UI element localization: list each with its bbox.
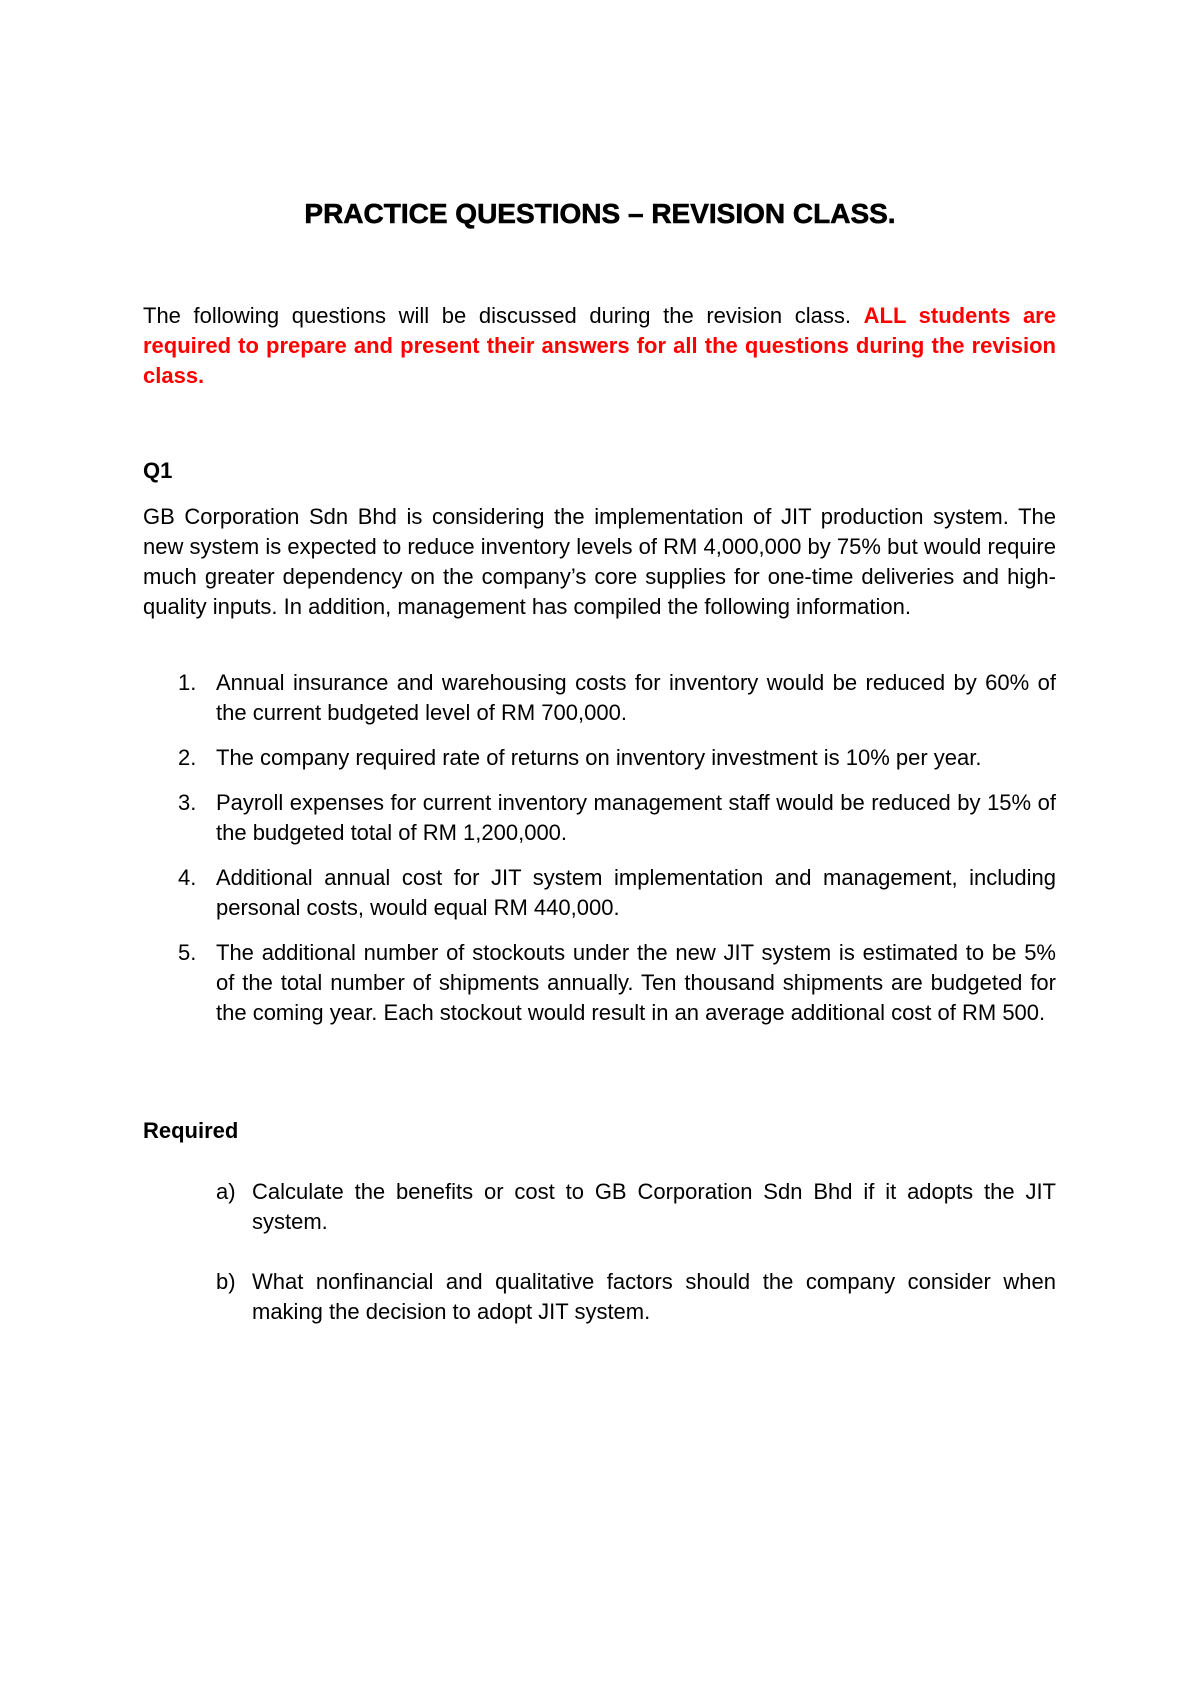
list-item-number: 2. bbox=[178, 745, 197, 770]
intro-paragraph bbox=[143, 301, 1056, 391]
list-item bbox=[143, 863, 1056, 923]
required-item-letter: b) bbox=[216, 1269, 236, 1294]
required-item bbox=[143, 1267, 1056, 1327]
question-text: GB Corporation Sdn Bhd is considering the implementation of JIT production system. The new system is expected to reduce inventory levels of RM 4,000,000 by 75% but would require much greater dependency on the company’s core supplies for one-time deliveries and high-quality inputs. In addition, management has compiled the following information. bbox=[143, 504, 1056, 619]
list-item-number: 3. bbox=[178, 790, 197, 815]
list-item bbox=[143, 743, 1056, 773]
required-item bbox=[143, 1177, 1056, 1237]
required-list bbox=[143, 1177, 1056, 1357]
intro-emphasis-text: ALL students are required to prepare and present their answers for all the questions during the revision class. bbox=[143, 303, 1056, 388]
intro-plain-text: The following questions will be discussed during the revision class. bbox=[143, 303, 864, 328]
required-item-letter: a) bbox=[216, 1179, 236, 1204]
list-item-text: Payroll expenses for current inventory management staff would be reduced by 15% of the budgeted total of RM 1,200,000. bbox=[216, 790, 1056, 845]
list-item-number: 5. bbox=[178, 940, 197, 965]
required-item-text: What nonfinancial and qualitative factors should the company consider when making the decision to adopt JIT system. bbox=[252, 1269, 1056, 1324]
list-item-number: 1. bbox=[178, 670, 197, 695]
list-item-text: Annual insurance and warehousing costs for inventory would be reduced by 60% of the current budgeted level of RM 700,000. bbox=[216, 670, 1056, 725]
list-item-number: 4. bbox=[178, 865, 197, 890]
info-list bbox=[143, 668, 1056, 1043]
list-item-text: The additional number of stockouts under the new JIT system is estimated to be 5% of the total number of shipments annually. Ten thousand shipments are budgeted for the coming year. Each stockout would result in an average additional cost of RM 500. bbox=[216, 940, 1056, 1025]
required-item-text: Calculate the benefits or cost to GB Corporation Sdn Bhd if it adopts the JIT system. bbox=[252, 1179, 1056, 1234]
list-item bbox=[143, 938, 1056, 1028]
required-heading: Required bbox=[143, 1118, 239, 1143]
list-item-text: The company required rate of returns on inventory investment is 10% per year. bbox=[216, 745, 982, 770]
list-item-text: Additional annual cost for JIT system implementation and management, including personal costs, would equal RM 440,000. bbox=[216, 865, 1056, 920]
list-item bbox=[143, 668, 1056, 728]
question-label: Q1 bbox=[143, 458, 173, 483]
list-item bbox=[143, 788, 1056, 848]
page-title: PRACTICE QUESTIONS – REVISION CLASS. bbox=[304, 198, 896, 229]
